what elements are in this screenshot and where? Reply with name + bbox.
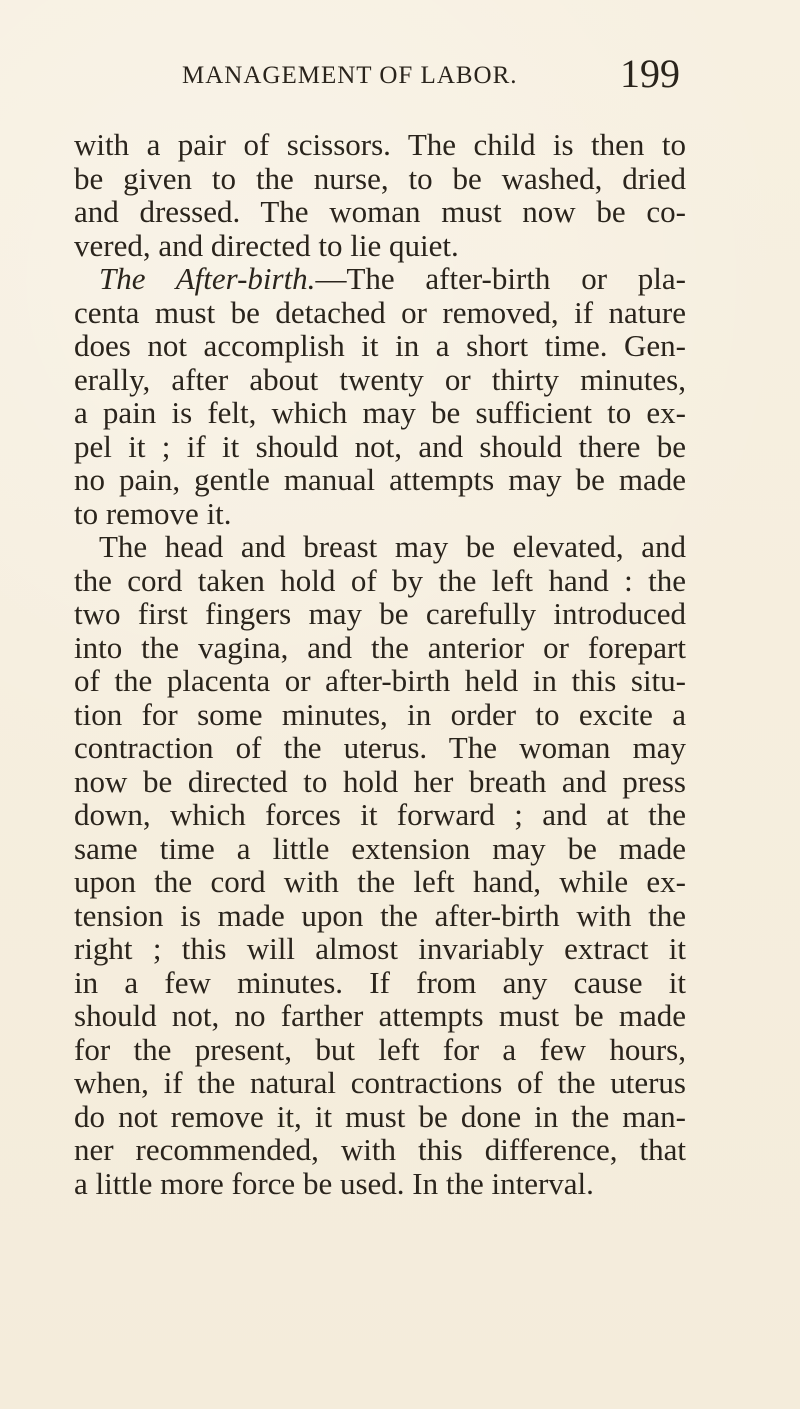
text-line: be given to the nurse, to be washed, dried bbox=[74, 160, 686, 196]
text-line: upon the cord with the left hand, while ex- bbox=[74, 864, 686, 899]
text-line: for the present, but left for a few hours, bbox=[74, 1031, 686, 1067]
section-heading: The After-birth. bbox=[99, 261, 316, 296]
text-line: a pain is felt, which may be sufficient to ex- bbox=[74, 395, 686, 430]
text-line: pel it ; if it should not, and should there be bbox=[74, 428, 686, 464]
text-line: The head and breast may be elevated, and bbox=[99, 529, 686, 564]
paragraph-1 bbox=[74, 128, 686, 262]
text-line: two first fingers may be carefully introduced bbox=[74, 596, 686, 631]
body-text bbox=[74, 128, 686, 1200]
text-line: the cord taken hold of by the left hand : the bbox=[74, 562, 686, 598]
text-line: do not remove it, it must be done in the man- bbox=[74, 1098, 686, 1134]
text-line: tension is made upon the after-birth with the bbox=[74, 897, 686, 933]
text-line: vered, and directed to lie quiet. bbox=[74, 227, 459, 263]
paragraph-3 bbox=[74, 530, 686, 1200]
text-line: erally, after about twenty or thirty minutes, bbox=[74, 361, 686, 397]
page-number: 199 bbox=[620, 51, 680, 96]
text-line: centa must be detached or removed, if nature bbox=[74, 294, 686, 330]
text-line: tion for some minutes, in order to excite a bbox=[74, 696, 686, 732]
running-head-title: MANAGEMENT OF LABOR. bbox=[182, 62, 518, 89]
section-heading-line bbox=[74, 262, 686, 296]
text-line: when, if the natural contractions of the uterus bbox=[74, 1065, 686, 1100]
text-line: same time a little extension may be made bbox=[74, 830, 686, 866]
paragraph-2 bbox=[74, 262, 686, 530]
heading-line-text: —The after-birth or pla- bbox=[315, 261, 686, 296]
running-head bbox=[0, 51, 800, 100]
text-line: and dressed. The woman must now be co- bbox=[74, 194, 686, 229]
text-line: contraction of the uterus. The woman may bbox=[74, 730, 686, 765]
text-line: with a pair of scissors. The child is then to bbox=[74, 127, 686, 162]
text-line: down, which forces it forward ; and at the bbox=[74, 797, 686, 832]
text-line: of the placenta or after-birth held in this situ- bbox=[74, 663, 686, 698]
text-line: in a few minutes. If from any cause it bbox=[74, 964, 686, 1000]
text-line: should not, no farther attempts must be made bbox=[74, 998, 686, 1033]
text-line: now be directed to hold her breath and press bbox=[74, 763, 686, 799]
text-line: a little more force be used. In the interval. bbox=[74, 1165, 594, 1201]
text-line: right ; this will almost invariably extract it bbox=[74, 931, 686, 966]
text-line: does not accomplish it in a short time. Gen- bbox=[74, 328, 686, 363]
text-line: to remove it. bbox=[74, 495, 232, 531]
text-line: no pain, gentle manual attempts may be made bbox=[74, 462, 686, 497]
text-line: ner recommended, with this difference, that bbox=[74, 1132, 686, 1167]
text-line: into the vagina, and the anterior or forepart bbox=[74, 629, 686, 665]
